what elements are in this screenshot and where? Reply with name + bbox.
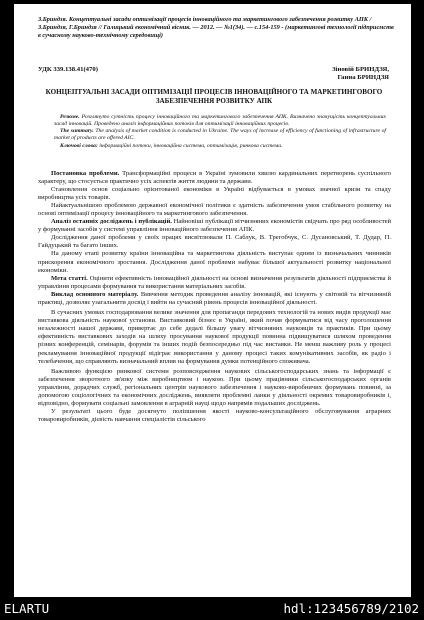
- repository-name: ELARTU: [4, 601, 50, 616]
- section-heading: Виклад основного матеріалу.: [51, 290, 139, 298]
- keywords-text: інформаційні потоки, інноваційна система, оптимізація, ринкова система.: [99, 142, 283, 149]
- handle-identifier: hdl:123456789/2102: [283, 601, 419, 616]
- abstract-block: [54, 114, 386, 150]
- paragraph-text: Вивчення методик проведення аналізу інновацій, які існують у світовій та вітчизняній практиці, дозволяє узагальнити досвід і вийти на сучасний рівень процесів інноваційної діяльності.: [38, 290, 392, 306]
- paragraph-text: Оцінити ефективність інноваційної діяльності на основі визначення результатів діяльності підприємства й управління процесами формування та використання матеріальних засобів.: [38, 274, 392, 290]
- viewer-footer-bar: [0, 597, 424, 620]
- article-body: [38, 170, 391, 424]
- section-heading: Постановка проблеми.: [51, 170, 120, 177]
- paragraph: [38, 170, 391, 186]
- keywords-label: Ключові слова:: [60, 142, 98, 149]
- paragraph: [38, 218, 391, 234]
- article-title: КОНЦЕПТУАЛЬНІ ЗАСАДИ ОПТИМІЗАЦІЇ ПРОЦЕСІВ ІННОВАЦІЙНОГО ТА МАРКЕТИНГОВОГО ЗАБЕЗПЕЧЕННЯ РОЗВИТКУ АПК: [45, 88, 383, 105]
- author-name: Ганна БРИНДЗЯ: [337, 74, 389, 82]
- authors-block: [332, 66, 389, 83]
- udc-code: УДК 339.138.41(470): [38, 66, 98, 73]
- paragraph: У результаті цього буде досягнуто поліпшення якості науково-консультаційного обслуговування аграрних товаровиробників, дієвість навчання спеціалістів сільського: [38, 408, 391, 424]
- resume-text: Розглянуто сутність процесу інноваційного та маркетингового забезпечення АПК. Визначено значущість концептуальних засад інновацій. Проведено аналіз інформаційних потоків для оптимізації інноваційних процесів.: [54, 114, 386, 127]
- summary-label: The summary.: [60, 128, 94, 135]
- paragraph: [38, 291, 391, 307]
- paragraph: [38, 275, 391, 291]
- summary-text: The analysis of market condition is conducted in Ukraine. The ways of increase of efficiency of functioning of infrastructure of market of products are offered AIC.: [54, 128, 386, 142]
- paragraph: Дослідження даної проблеми у своїх працях висвітлювали П. Саблук, В. Трегобчук, С. Дусановський, Т. Дудар, П. Гайдуцький та багато інших.: [38, 234, 391, 250]
- paragraph-text: Найновіші публікації вітчизняних економістів свідчать про ряд особливостей у формуванні засобів у системі управління інноваційного забезпечення АПК.: [38, 218, 392, 234]
- citation-header: З.Бриндзя. Концептуальні засади оптимізації процесів інноваційного та маркетингового забезпечення розвитку АПК / З.Бриндзя, Г.Бриндзя // Галицький економічний вісник. — 2012. — №1(34). — с.154-159 - (маркетингові технології підприємств в сучасному науково-технічному середовищі): [38, 16, 394, 39]
- paragraph: Найактуальнішою проблемою державної економічної політики є здатність забезпечення умов стабільного розвитку на основі оптимізації процесу інноваційного та маркетингового забезпечення.: [38, 202, 391, 218]
- section-heading: Аналіз останніх досліджень і публікацій.: [51, 218, 172, 226]
- paragraph: В сучасних умовах господарювання велике значення для пропаганди передових технологій та нових видів продукції має виставкова діяльність наукової установи. Виставковий бізнес в Україні, який почав формуватися від часу проголошення незалежності нашої держави, привертає до себе дедалі більшу увагу вітчизняних науковців та практиків. При цьому ефективність виставкових заходів на шляху просування наукової продукції повинна підвищуватися шляхом проведення різних конференцій, семінарів, форумів та інших подій безпосередньо під час виставки. Не менш важливу роль у процесі рекламування інноваційної продукції відіграє використання у даному процесі таких комунікативних засобів, як радіо і телебачення, що справляють визначальний вплив на формування думки потенційного споживача.: [38, 309, 391, 365]
- paragraph-text: Трансформаційні процеси в Україні зумовили хвилю кардинальних перетворень суспільного характеру, що стосується практично усіх аспектів життя людини та держави.: [38, 170, 391, 186]
- paragraph: Важливою функцією ринкової системи розповсюдження наукових сільськогосподарських знань та інформації є забезпечення зворотного зв'язку між виробництвом і наукою. При цьому працівники сільськогосподарських органів управління, дорадчих служб, регіональних центрів наукового забезпечення і науково-виробничих формувань повинні, за допомогою соціологічних та економічних досліджень, виявляти проблемні ланки у діяльності окремих товаровиробників і, відповідно, формувати соціальні замовлення в аграрній науці щодо напрямів подальших досліджень.: [38, 368, 391, 408]
- paragraph: Становлення основ соціально орієнтованої економіки в Україні відбувається в умовах значної кризи та спаду виробництва усіх товарів.: [38, 186, 391, 202]
- paper-page: [14, 4, 411, 597]
- resume-label: Резюме.: [60, 114, 80, 120]
- author-name: Зіновій БРИНДЗЯ,: [332, 66, 389, 73]
- paragraph: На даному етапі розвитку країни інноваційна та маркетингова діяльність виступає одним із визначальних чинників прискорення економічного зростання. Дослідження даної проблеми набуває більшої актуальності розвитку національної економіки.: [38, 250, 391, 274]
- section-heading: Мета статті.: [51, 274, 88, 282]
